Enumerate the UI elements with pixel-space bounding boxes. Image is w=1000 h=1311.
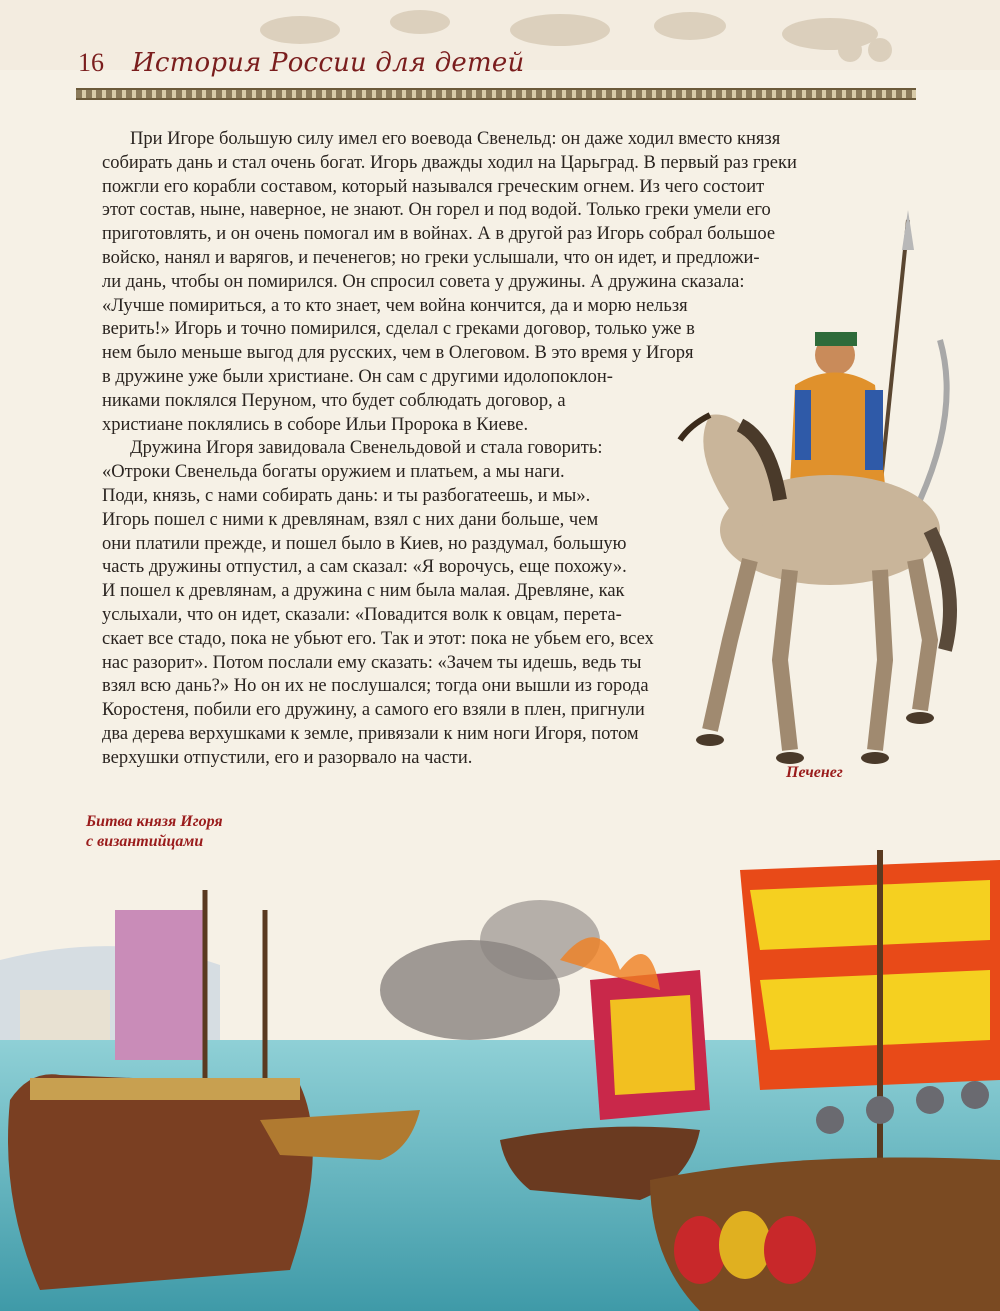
text-line: христиане поклялись в соборе Ильи Пророка в Киеве. (102, 414, 529, 435)
battle-illustration (0, 850, 1000, 1311)
text-line: этот состав, ныне, наверное, не знают. Он горел и под водой. Только греки умели его (102, 200, 771, 221)
text-line: При Игоре большую силу имел его воевода Свенельд: он даже ходил вместо князя (130, 129, 781, 149)
text-line: ли дань, чтобы он помирился. Он спросил совета у дружины. А дружина сказала: (102, 271, 745, 292)
text-line: два дерева верхушками к земле, привязали к ним ноги Игоря, потом (102, 723, 639, 744)
pecheneg-caption: Печенег (786, 764, 843, 781)
book-title: История России для детей (132, 48, 525, 78)
battle-caption-line: Битва князя Игоря (86, 813, 223, 830)
battle-caption-line: с византийцами (86, 833, 204, 850)
text-line: собирать дань и стал очень богат. Игорь дважды ходил на Царьград. В первый раз греки (102, 152, 797, 173)
text-line: «Отроки Свенельда богаты оружием и платьем, а мы наги. (102, 462, 565, 483)
text-line: скает все стадо, пока не убьют его. Так и этот: пока не убьем его, всех (102, 628, 654, 649)
page-number: 16 (78, 48, 104, 77)
text-line: нас разорит». Потом послали ему сказать: «Зачем ты идешь, ведь ты (102, 652, 642, 673)
text-line: в дружине уже были христиане. Он сам с другими идолопоклон- (102, 366, 613, 387)
text-line: И пошел к древлянам, а дружина с ним была малая. Древляне, как (102, 581, 625, 602)
text-line: взял всю дань?» Но он их не послушался; тогда они вышли из города (102, 676, 649, 697)
header-ornament-divider (76, 88, 916, 100)
text-line: верить!» Игорь и точно помирился, сделал с греками договор, только уже в (102, 319, 695, 340)
text-line: Дружина Игоря завидовала Свенельдовой и стала говорить: (130, 438, 603, 459)
battle-caption (86, 812, 223, 852)
text-line: «Лучше помириться, а то кто знает, чем война кончится, да и морю нельзя (102, 295, 688, 316)
text-line: Поди, князь, с нами собирать дань: и ты разбогатеешь, и мы». (102, 485, 591, 506)
text-line: Коростеня, побили его дружину, а самого его взяли в плен, пригнули (102, 700, 645, 721)
text-line: пожгли его корабли составом, который назывался греческим огнем. Из чего состоит (102, 176, 765, 197)
text-line: услыхали, что он идет, сказали: «Повадится волк к овцам, перета- (102, 604, 622, 625)
text-line: войско, нанял и варягов, и печенегов; но греки услышали, что он идет, и предложи- (102, 247, 760, 268)
pecheneg-horseman-illustration (670, 210, 970, 770)
text-line: Игорь пошел с ними к древлянам, взял с них дани больше, чем (102, 509, 599, 530)
text-line: приготовлять, и он очень помогал им в войнах. А в другой раз Игорь собрал большое (102, 224, 776, 245)
text-line: часть дружины отпустил, а сам сказал: «Я ворочусь, еще похожу». (102, 557, 627, 578)
text-line: нем было меньше выгод для русских, чем в Олеговом. В это время у Игоря (102, 343, 694, 364)
text-line: они платили прежде, и пошел было в Киев, но раздумал, большую (102, 533, 627, 554)
text-line: никами поклялся Перуном, что будет соблюдать договор, а (102, 390, 566, 411)
text-line: верхушки отпустили, его и разорвало на части. (102, 747, 473, 768)
